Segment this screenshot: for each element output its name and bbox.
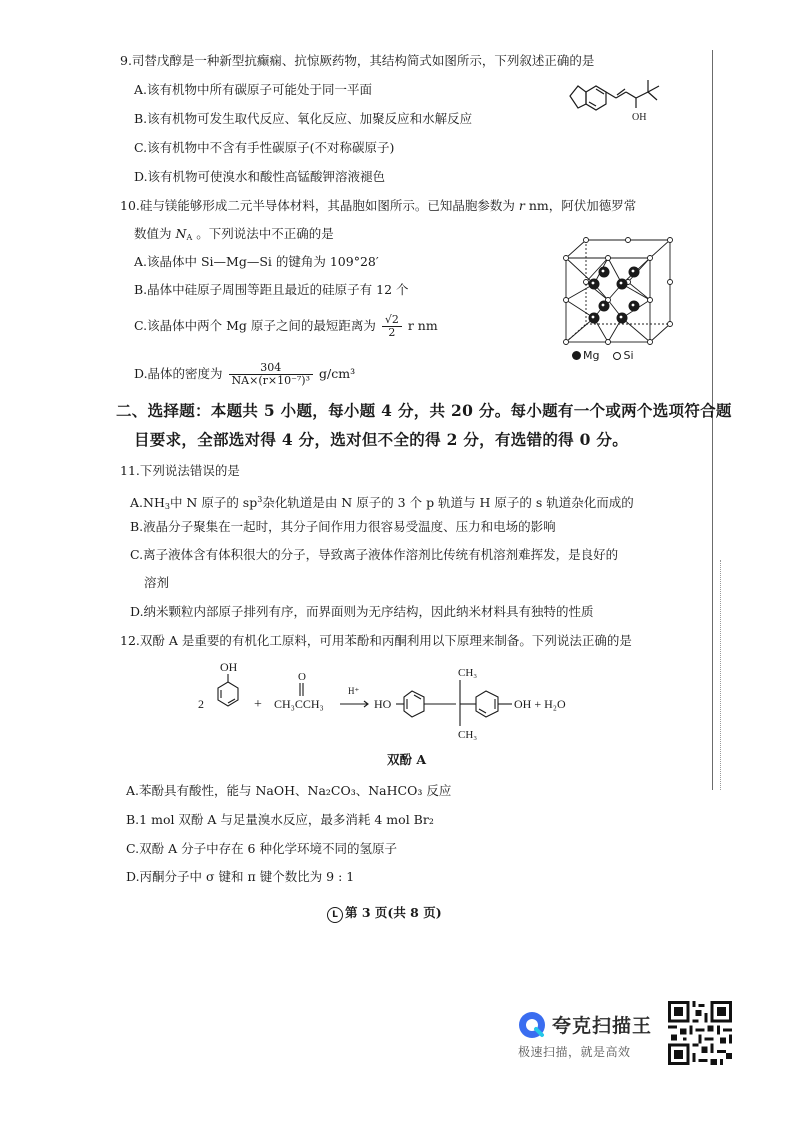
- q11-option-b: B.液晶分子聚集在一起时，其分子间作用力很容易受温度、压力和电场的影响: [130, 519, 556, 534]
- section2-heading-line2: 目要求，全部选对得 4 分，选对但不全的得 2 分，有选错的得 0 分。: [134, 430, 629, 449]
- q10-stem2-post: 。下列说法中不正确的是: [196, 226, 334, 241]
- si-legend-dot: [613, 352, 621, 360]
- q11-stem: 11.下列说法错误的是: [120, 463, 240, 478]
- q10-d-denominator: NA×(r×10⁻⁷)³: [231, 374, 311, 387]
- q10-c-numerator: √2: [382, 314, 402, 327]
- q12-stem: 12.双酚 A 是重要的有机化工原料，可用苯酚和丙酮利用以下原理来制备。下列说法正确的是: [120, 633, 632, 648]
- q11-a-sup: 3: [257, 495, 263, 504]
- rxn-plus: +: [254, 697, 262, 712]
- q10-c-denominator: 2: [388, 326, 396, 339]
- q9-option-c: C.该有机物中不含有手性碳原子(不对称碳原子): [134, 140, 395, 155]
- stiripentol-structure: [562, 74, 682, 130]
- q11-option-c-line1: C.离子液体含有体积很大的分子，导致离子液体作溶剂比传统有机溶剂难挥发，是良好的: [130, 547, 619, 562]
- q10-option-a: A.该晶体中 Si—Mg—Si 的键角为 109°28′: [134, 254, 379, 269]
- catalyst-label: H⁺: [348, 686, 360, 696]
- section2-heading-line1: 二、选择题：本题共 5 小题，每小题 4 分，共 20 分。每小题有一个或两个选项符合题: [116, 401, 732, 420]
- q10-option-d: [134, 362, 355, 387]
- q10-na-symbol: N: [175, 226, 187, 241]
- q9-option-b: B.该有机物可发生取代反应、氧化反应、加聚反应和水解反应: [134, 111, 473, 126]
- q11-a-post: 杂化轨道是由 N 原子的 3 个 p 轨道与 H 原子的 s 轨道杂化而成的: [262, 495, 634, 510]
- q10-stem-line2: [134, 225, 334, 247]
- q9-stem: 9.司替戊醇是一种新型抗癫痫、抗惊厥药物，其结构简式如图所示，下列叙述正确的是: [120, 53, 595, 68]
- q10-r-symbol: r: [518, 198, 525, 213]
- crystal-legend: [572, 349, 634, 362]
- q10-c-text: C.该晶体中两个 Mg 原子之间的最短距离为: [134, 318, 376, 333]
- si-legend-label: Si: [623, 349, 634, 362]
- version-mark: L: [327, 907, 343, 923]
- bpa-caption: 双酚 A: [387, 752, 427, 767]
- q9-option-d: D.该有机物可使溴水和酸性高锰酸钾溶液褪色: [134, 169, 386, 184]
- q12-option-a: A.苯酚具有酸性，能与 NaOH、Na₂CO₃、NaHCO₃ 反应: [126, 783, 452, 798]
- bisphenol-a-reaction: [196, 656, 606, 746]
- acetone-o-label: O: [298, 671, 306, 683]
- q11-a-pre: A.NH: [130, 495, 165, 510]
- q10-option-b: B.晶体中硅原子周围等距且最近的硅原子有 12 个: [134, 282, 409, 297]
- q12-option-c: C.双酚 A 分子中存在 6 种化学环境不同的氢原子: [126, 841, 397, 856]
- bpa-ch3-top: CH₃: [458, 667, 478, 679]
- page-footer: [327, 903, 442, 923]
- q11-option-c-line2: 溶剂: [144, 575, 170, 590]
- q12-option-b: B.1 mol 双酚 A 与足量溴水反应，最多消耗 4 mol Br₂: [126, 812, 434, 827]
- rxn-coefficient: 2: [198, 697, 204, 711]
- qr-code-icon[interactable]: [668, 1001, 732, 1065]
- q10-c-fraction: [382, 314, 402, 339]
- q10-stem-text: 10.硅与镁能够形成二元半导体材料，其晶胞如图所示。已知晶胞参数为: [120, 198, 515, 213]
- q10-c-unit: r nm: [407, 318, 438, 333]
- q10-stem-line1: [120, 197, 636, 215]
- bpa-ch3-bottom: CH₃: [458, 729, 478, 741]
- mg-legend-dot: [572, 351, 581, 360]
- phenol-oh-label: OH: [220, 660, 238, 674]
- q10-stem2-pre: 数值为: [134, 226, 172, 241]
- q10-option-c: [134, 314, 438, 339]
- q11-a-sub: 3: [164, 502, 170, 511]
- scanner-watermark: [516, 1003, 666, 1063]
- margin-rule: [712, 50, 713, 790]
- q9-option-a: A.该有机物中所有碳原子可能处于同一平面: [134, 82, 373, 97]
- q10-d-numerator: 304: [229, 362, 313, 375]
- scanner-app-name: 夸克扫描王: [552, 1015, 653, 1037]
- scanner-slogan: 极速扫描，就是高效: [518, 1045, 631, 1059]
- q11-a-mid: 中 N 原子的 sp: [169, 495, 258, 510]
- margin-dotted-rule: [720, 560, 722, 790]
- mg-legend-label: Mg: [583, 349, 600, 362]
- scanner-logo-icon: [516, 1009, 548, 1041]
- q10-na-subscript: A: [186, 233, 193, 242]
- page-number: 第 3 页(共 8 页): [345, 905, 442, 920]
- q10-stem-text-end: nm，阿伏加德罗常: [528, 198, 637, 213]
- bpa-ho-label: HO: [374, 697, 392, 711]
- acetone-formula: CH₃CCH₃: [274, 697, 324, 711]
- q10-d-fraction: [229, 362, 313, 387]
- q10-d-text: D.晶体的密度为: [134, 366, 223, 381]
- q9-oh-label: OH: [632, 112, 647, 123]
- q10-d-unit: g/cm³: [319, 366, 356, 381]
- mg2si-unit-cell: [556, 236, 676, 346]
- q12-option-d: D.丙酮分子中 σ 键和 π 键个数比为 9 : 1: [126, 869, 355, 884]
- q11-option-d: D.纳米颗粒内部原子排列有序，而界面则为无序结构，因此纳米材料具有独特的性质: [130, 604, 594, 619]
- q11-option-a: [130, 491, 634, 516]
- bpa-oh-water: OH + H₂O: [514, 697, 566, 711]
